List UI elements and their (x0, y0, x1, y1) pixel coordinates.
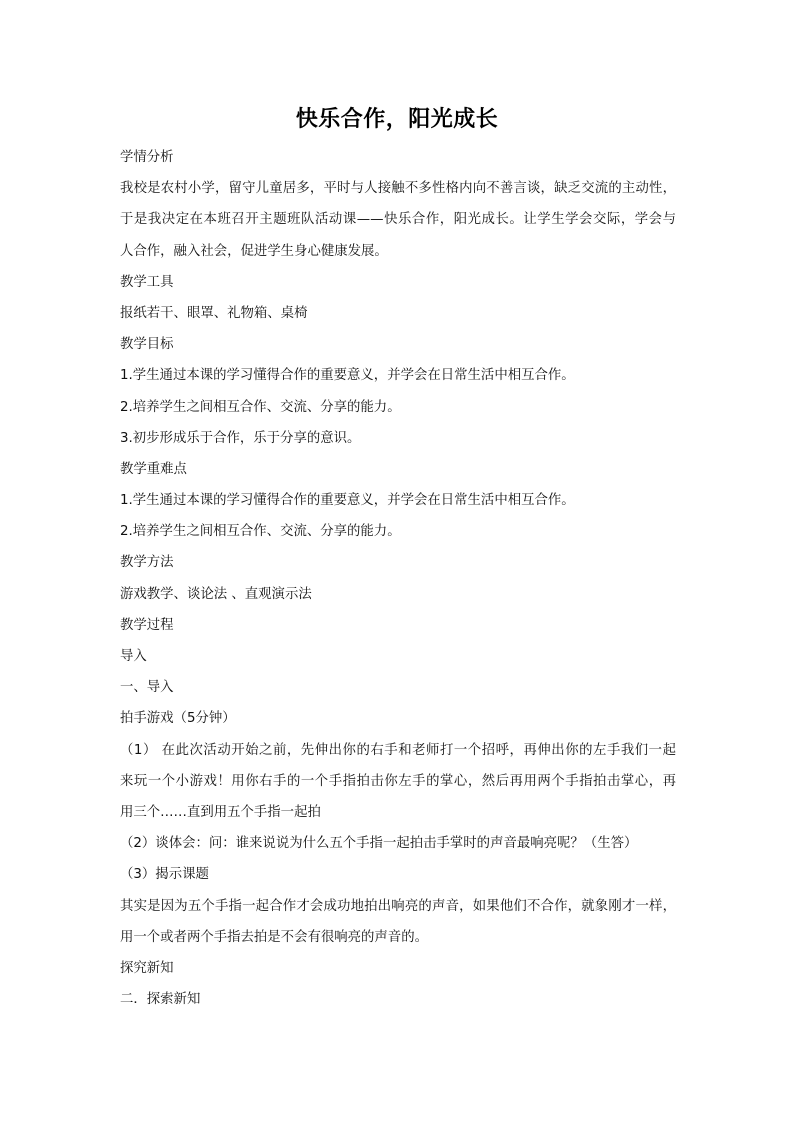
body-line: 于是我决定在本班召开主题班队活动课——快乐合作，阳光成长。让学生学会交际，学会与 (120, 212, 676, 228)
body-line: 用三个……直到用五个手指一起拍 (120, 804, 321, 820)
body-line: （2）谈体会：问：谁来说说为什么五个手指一起拍击手掌时的声音最响亮呢？（生答） (120, 836, 638, 852)
body-line: 导入 (120, 649, 147, 664)
body-line: （1） 在此次活动开始之前，先伸出你的右手和老师打一个招呼，再伸出你的左手我们一起 (120, 742, 676, 758)
body-line: 3.初步形成乐于合作，乐于分享的意识。 (120, 430, 361, 446)
body-line: 教学重难点 (120, 461, 187, 477)
body-line: 1.学生通过本课的学习懂得合作的重要意义，并学会在日常生活中相互合作。 (120, 368, 575, 384)
body-line: 一、导入 (120, 680, 174, 696)
body-line: 拍手游戏（5分钟） (120, 711, 236, 727)
body-line: 报纸若干、眼罩、礼物箱、桌椅 (120, 305, 308, 321)
body-line: 教学过程 (120, 617, 174, 633)
body-line: 学情分析 (120, 150, 174, 165)
body-line: 探究新知 (120, 960, 174, 976)
body-line: 我校是农村小学，留守儿童居多，平时与人接触不多性格内向不善言谈，缺乏交流的主动性， (120, 181, 676, 197)
body-line: 用一个或者两个手指去拍是不会有很响亮的声音的。 (120, 929, 428, 945)
body-line: 来玩一个小游戏！用你右手的一个手指拍击你左手的掌心，然后再用两个手指拍击掌心，再 (120, 773, 676, 789)
document-body (120, 142, 676, 1015)
body-line: （3）揭示课题 (120, 867, 209, 883)
body-line: 教学目标 (120, 337, 174, 353)
document-title: 快乐合作，阳光成长 (295, 107, 499, 132)
body-line: 二．探索新知 (120, 992, 201, 1008)
body-line: 游戏教学、谈论法 、直观演示法 (120, 586, 312, 602)
body-line: 人合作，融入社会，促进学生身心健康发展。 (120, 243, 388, 259)
body-line: 其实是因为五个手指一起合作才会成功地拍出响亮的声音，如果他们不合作，就象刚才一样， (120, 898, 676, 914)
body-line: 教学工具 (120, 274, 174, 290)
body-line: 教学方法 (120, 555, 174, 571)
body-line: 2.培养学生之间相互合作、交流、分享的能力。 (120, 399, 401, 415)
body-line: 2.培养学生之间相互合作、交流、分享的能力。 (120, 524, 401, 540)
body-line: 1.学生通过本课的学习懂得合作的重要意义，并学会在日常生活中相互合作。 (120, 493, 575, 509)
